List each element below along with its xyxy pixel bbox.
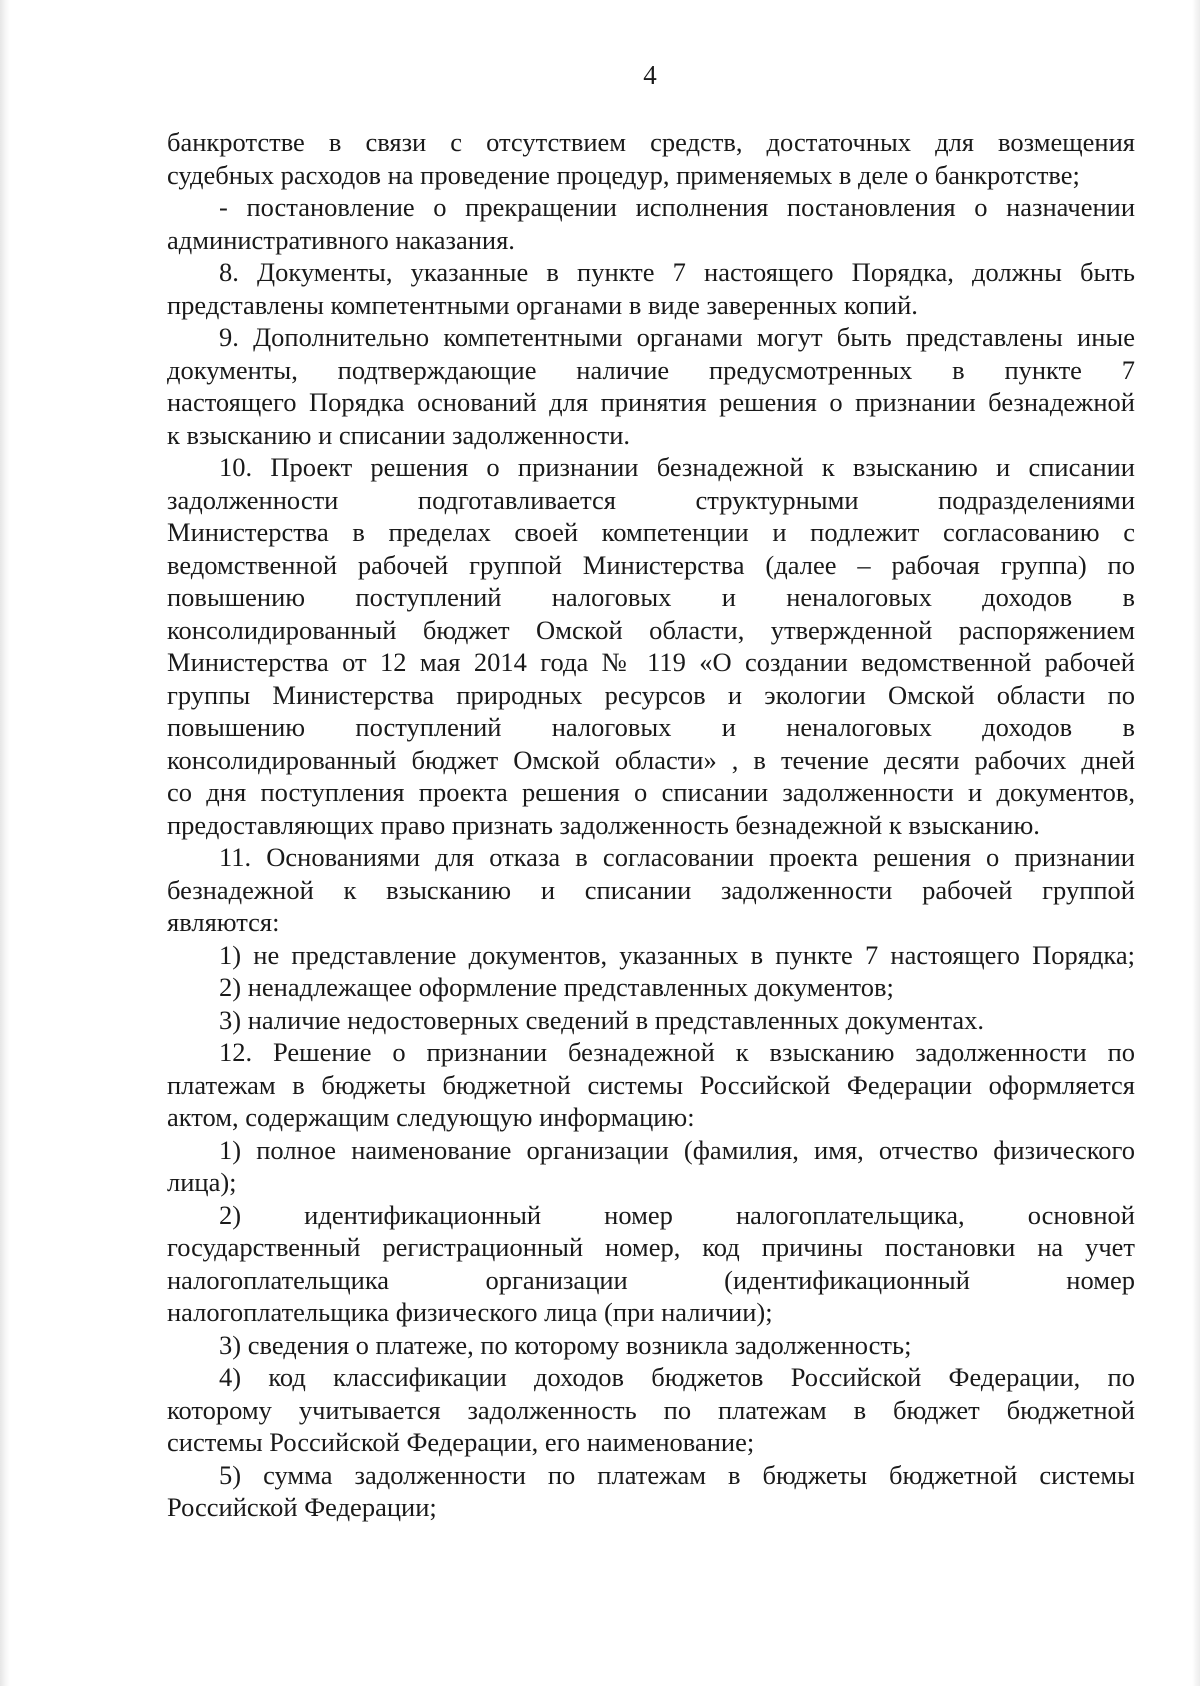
- text-line: 2) идентификационный номер налогоплательщика, основной: [219, 1199, 1135, 1230]
- text-line: безнадежной к взысканию и списании задолженности рабочей группой: [167, 874, 1135, 905]
- text-line: документы, подтверждающие наличие предусмотренных в пункте 7: [167, 354, 1135, 385]
- text-line: 9. Дополнительно компетентными органами могут быть представлены иные: [219, 322, 1135, 352]
- text-line: настоящего Порядка оснований для принятия решения о признании безнадежной: [167, 387, 1135, 417]
- text-line: 1) не представление документов, указанных в пункте 7 настоящего Порядка;: [219, 939, 1135, 970]
- text-line: налогоплательщика физического лица (при наличии);: [167, 1297, 773, 1327]
- text-line: консолидированный бюджет Омской области» , в течение десяти рабочих дней: [167, 744, 1135, 775]
- document-body: [167, 126, 1135, 1524]
- text-line: банкротстве в связи с отсутствием средств, достаточных для возмещения: [167, 127, 1135, 157]
- text-line: задолженности подготавливается структурными подразделениями: [167, 484, 1135, 515]
- text-line: 10. Проект решения о признании безнадежной к взысканию и списании: [219, 452, 1135, 482]
- text-line: 11. Основаниями для отказа в согласовании проекта решения о признании: [219, 842, 1135, 872]
- text-line: 3) наличие недостоверных сведений в представленных документах.: [219, 1004, 985, 1035]
- text-line: актом, содержащим следующую информацию:: [167, 1102, 695, 1132]
- scan-edge-left: [0, 0, 10, 1686]
- text-line: к взысканию и списании задолженности.: [167, 419, 630, 450]
- text-line: которому учитывается задолженность по платежам в бюджет бюджетной: [167, 1394, 1135, 1425]
- text-line: платежам в бюджеты бюджетной системы Российской Федерации оформляется: [167, 1069, 1135, 1100]
- text-line: Министерства от 12 мая 2014 года № 119 «О создании ведомственной рабочей: [167, 647, 1135, 677]
- text-line: 1) полное наименование организации (фамилия, имя, отчество физического: [219, 1134, 1135, 1165]
- text-line: Министерства в пределах своей компетенции и подлежит согласованию с: [167, 517, 1135, 547]
- text-line: 5) сумма задолженности по платежам в бюджеты бюджетной системы: [219, 1459, 1135, 1490]
- text-line: Российской Федерации;: [167, 1492, 437, 1522]
- scan-edge-right: [1192, 0, 1200, 1686]
- text-line: - постановление о прекращении исполнения постановления о назначении: [219, 192, 1135, 222]
- text-line: судебных расходов на проведение процедур, применяемых в деле о банкротстве;: [167, 159, 1080, 190]
- text-line: 12. Решение о признании безнадежной к взысканию задолженности по: [219, 1037, 1135, 1067]
- text-line: системы Российской Федерации, его наименование;: [167, 1427, 755, 1457]
- text-line: 4) код классификации доходов бюджетов Российской Федерации, по: [219, 1362, 1135, 1392]
- text-line: 8. Документы, указанные в пункте 7 настоящего Порядка, должны быть: [219, 257, 1135, 287]
- text-line: консолидированный бюджет Омской области, утвержденной распоряжением: [167, 614, 1135, 645]
- text-line: повышению поступлений налоговых и неналоговых доходов в: [167, 712, 1135, 742]
- text-line: являются:: [167, 907, 280, 937]
- text-line: предоставляющих право признать задолженность безнадежной к взысканию.: [167, 809, 1040, 840]
- text-line: 2) ненадлежащее оформление представленных документов;: [219, 972, 894, 1002]
- text-line: государственный регистрационный номер, код причины постановки на учет: [167, 1232, 1135, 1262]
- text-line: группы Министерства природных ресурсов и экологии Омской области по: [167, 679, 1135, 710]
- text-line: ведомственной рабочей группой Министерства (далее – рабочая группа) по: [167, 549, 1135, 580]
- text-line: повышению поступлений налоговых и неналоговых доходов в: [167, 582, 1135, 612]
- text-line: 3) сведения о платеже, по которому возникла задолженность;: [219, 1329, 912, 1360]
- page-number: 4: [643, 60, 657, 90]
- text-line: со дня поступления проекта решения о списании задолженности и документов,: [167, 777, 1135, 807]
- text-line: представлены компетентными органами в виде заверенных копий.: [167, 289, 918, 320]
- text-line: административного наказания.: [167, 224, 515, 255]
- text-line: лица);: [167, 1167, 237, 1197]
- text-line: налогоплательщика организации (идентификационный номер: [167, 1264, 1135, 1295]
